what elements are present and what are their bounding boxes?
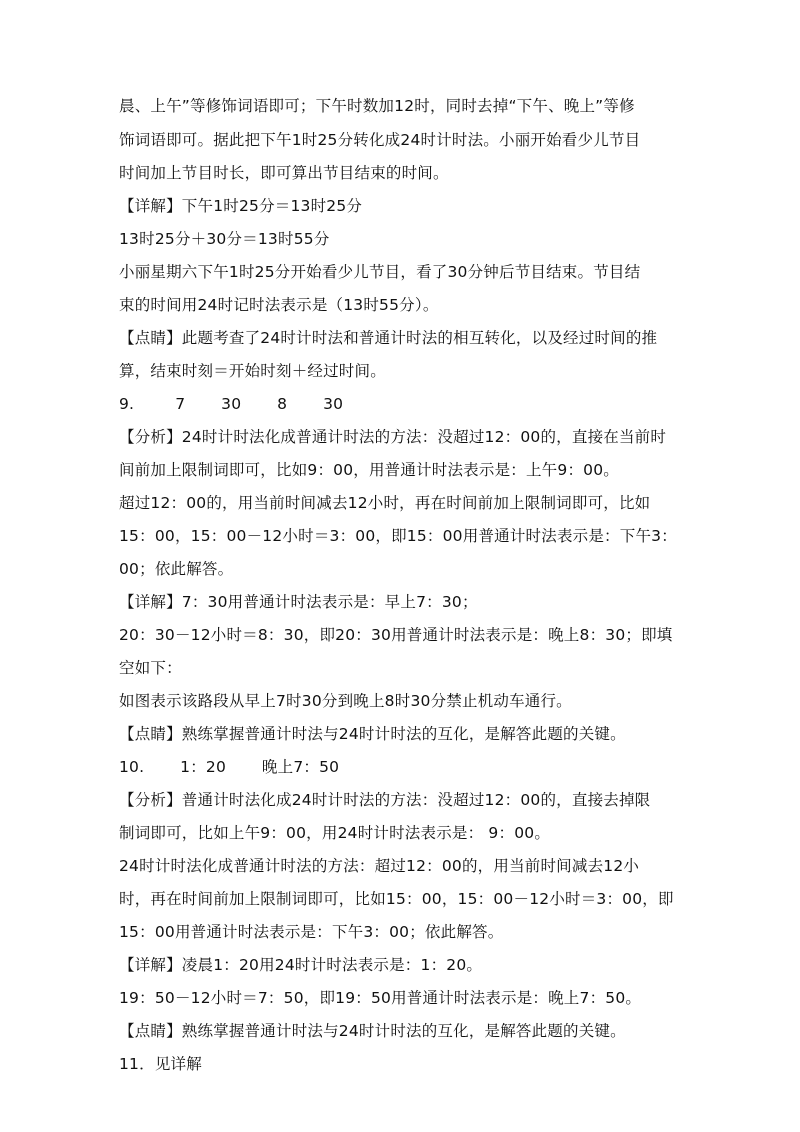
- text-line: 20：30－12小时＝8：30，即20：30用普通计时法表示是：晚上8：30；即填: [119, 626, 673, 644]
- text-line: 【分析】普通计时法化成24时计时法的方法：没超过12：00的，直接去掉限: [119, 791, 651, 809]
- text-line: 15：00用普通计时法表示是：下午3：00；依此解答。: [119, 923, 504, 941]
- text-line: 【点睛】此题考查了24时计时法和普通计时法的相互转化，以及经过时间的推: [119, 329, 658, 347]
- text-line: 束的时间用24时记时法表示是（13时55分）。: [119, 296, 439, 314]
- question-9-answer-line: 9. 7 30 8 30: [119, 395, 344, 413]
- text-line: 【详解】凌晨1：20用24时计时法表示是：1：20。: [119, 956, 483, 974]
- text-line: 15：00，15：00－12小时＝3：00，即15：00用普通计时法表示是：下午3：: [119, 527, 677, 545]
- question-11-answer-line: 11．见详解: [119, 1055, 202, 1073]
- text-line: 空如下：: [119, 659, 182, 677]
- text-line: 间前加上限制词即可，比如9：00，用普通计时法表示是：上午9：00。: [119, 461, 619, 479]
- text-line: 超过12：00的，用当前时间减去12小时，再在时间前加上限制词即可，比如: [119, 494, 651, 512]
- text-line: 13时25分＋30分＝13时55分: [119, 230, 330, 248]
- question-10-answer-line: 10. 1：20 晚上7：50: [119, 758, 340, 776]
- text-line: 时间加上节目时长，即可算出节目结束的时间。: [119, 164, 449, 182]
- text-line: 饰词语即可。据此把下午1时25分转化成24时计时法。小丽开始看少儿节目: [119, 131, 641, 149]
- text-line: 小丽星期六下午1时25分开始看少儿节目，看了30分钟后节目结束。节目结: [119, 263, 641, 281]
- text-line: 【点睛】熟练掌握普通计时法与24时计时法的互化，是解答此题的关键。: [119, 725, 626, 743]
- text-line: 晨、上午”等修饰词语即可；下午时数加12时，同时去掉“下午、晚上”等修: [119, 97, 635, 115]
- text-line: 【点睛】熟练掌握普通计时法与24时计时法的互化，是解答此题的关键。: [119, 1022, 626, 1040]
- text-line: 【详解】7：30用普通计时法表示是：早上7：30；: [119, 593, 478, 611]
- text-line: 24时计时法化成普通计时法的方法：超过12：00的，用当前时间减去12小: [119, 857, 640, 875]
- text-line: 【分析】24时计时法化成普通计时法的方法：没超过12：00的，直接在当前时: [119, 428, 667, 446]
- text-line: 00；依此解答。: [119, 560, 234, 578]
- text-line: 【详解】下午1时25分＝13时25分: [119, 197, 363, 215]
- text-line: 制词即可，比如上午9：00，用24时计时法表示是： 9：00。: [119, 824, 551, 842]
- text-line: 算，结束时刻＝开始时刻＋经过时间。: [119, 362, 386, 380]
- text-line: 19：50－12小时＝7：50，即19：50用普通计时法表示是：晚上7：50。: [119, 989, 642, 1007]
- text-line: 时，再在时间前加上限制词即可，比如15：00，15：00－12小时＝3：00，即: [119, 890, 674, 908]
- text-line: 如图表示该路段从早上7时30分到晚上8时30分禁止机动车通行。: [119, 692, 572, 710]
